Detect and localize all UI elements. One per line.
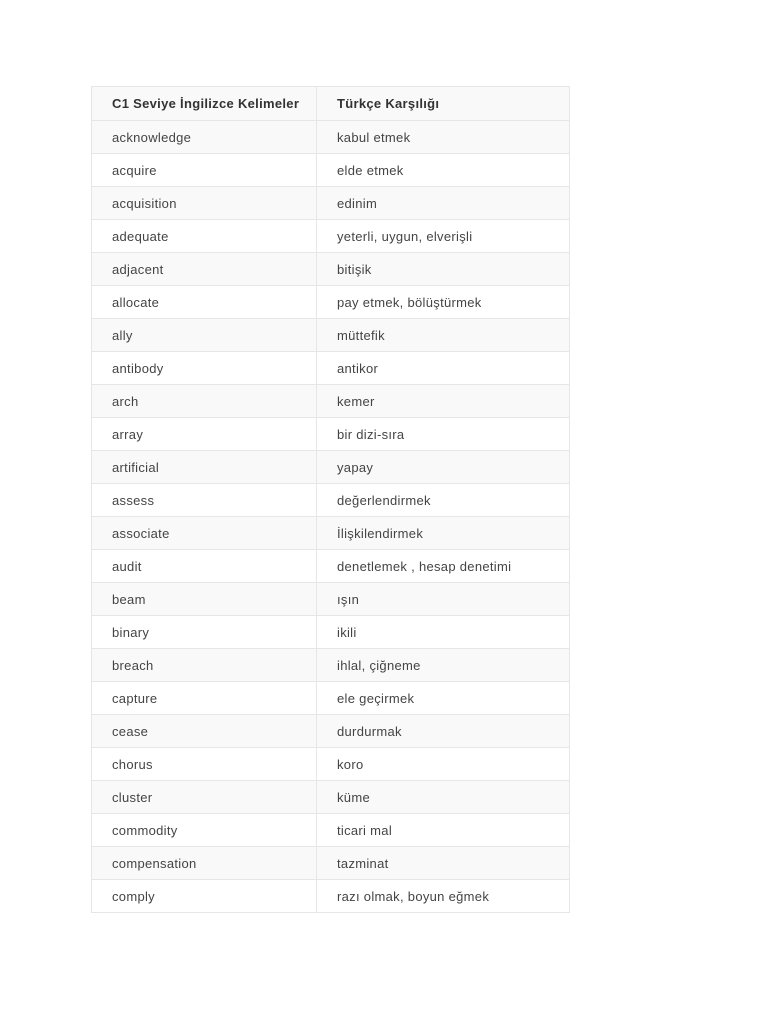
table-row bbox=[92, 583, 570, 616]
table-row bbox=[92, 814, 570, 847]
vocabulary-table bbox=[91, 86, 570, 913]
english-word-cell: breach bbox=[92, 649, 317, 682]
turkish-meaning-cell: ticari mal bbox=[317, 814, 570, 847]
table-row bbox=[92, 781, 570, 814]
table-row bbox=[92, 220, 570, 253]
turkish-meaning-cell: koro bbox=[317, 748, 570, 781]
english-word-cell: antibody bbox=[92, 352, 317, 385]
english-word-cell: arch bbox=[92, 385, 317, 418]
turkish-meaning-cell: ele geçirmek bbox=[317, 682, 570, 715]
table-row bbox=[92, 352, 570, 385]
english-word-cell: adequate bbox=[92, 220, 317, 253]
table-row bbox=[92, 649, 570, 682]
header-english-words: C1 Seviye İngilizce Kelimeler bbox=[92, 87, 317, 121]
english-word-cell: acknowledge bbox=[92, 121, 317, 154]
turkish-meaning-cell: denetlemek , hesap denetimi bbox=[317, 550, 570, 583]
table-row bbox=[92, 847, 570, 880]
table-body bbox=[92, 121, 570, 913]
turkish-meaning-cell: değerlendirmek bbox=[317, 484, 570, 517]
english-word-cell: acquire bbox=[92, 154, 317, 187]
turkish-meaning-cell: müttefik bbox=[317, 319, 570, 352]
english-word-cell: array bbox=[92, 418, 317, 451]
turkish-meaning-cell: elde etmek bbox=[317, 154, 570, 187]
english-word-cell: chorus bbox=[92, 748, 317, 781]
turkish-meaning-cell: pay etmek, bölüştürmek bbox=[317, 286, 570, 319]
turkish-meaning-cell: durdurmak bbox=[317, 715, 570, 748]
turkish-meaning-cell: bir dizi-sıra bbox=[317, 418, 570, 451]
english-word-cell: comply bbox=[92, 880, 317, 913]
table-row bbox=[92, 550, 570, 583]
english-word-cell: capture bbox=[92, 682, 317, 715]
turkish-meaning-cell: edinim bbox=[317, 187, 570, 220]
turkish-meaning-cell: ışın bbox=[317, 583, 570, 616]
table-row bbox=[92, 748, 570, 781]
turkish-meaning-cell: yapay bbox=[317, 451, 570, 484]
english-word-cell: adjacent bbox=[92, 253, 317, 286]
table-row bbox=[92, 484, 570, 517]
english-word-cell: allocate bbox=[92, 286, 317, 319]
table-row bbox=[92, 517, 570, 550]
english-word-cell: audit bbox=[92, 550, 317, 583]
table-row bbox=[92, 154, 570, 187]
english-word-cell: binary bbox=[92, 616, 317, 649]
turkish-meaning-cell: antikor bbox=[317, 352, 570, 385]
table-row bbox=[92, 319, 570, 352]
english-word-cell: beam bbox=[92, 583, 317, 616]
header-row bbox=[92, 87, 570, 121]
turkish-meaning-cell: razı olmak, boyun eğmek bbox=[317, 880, 570, 913]
english-word-cell: acquisition bbox=[92, 187, 317, 220]
table-header bbox=[92, 87, 570, 121]
turkish-meaning-cell: yeterli, uygun, elverişli bbox=[317, 220, 570, 253]
table-row bbox=[92, 385, 570, 418]
turkish-meaning-cell: kabul etmek bbox=[317, 121, 570, 154]
table-row bbox=[92, 253, 570, 286]
turkish-meaning-cell: bitişik bbox=[317, 253, 570, 286]
table-row bbox=[92, 418, 570, 451]
turkish-meaning-cell: kemer bbox=[317, 385, 570, 418]
table-row bbox=[92, 682, 570, 715]
english-word-cell: artificial bbox=[92, 451, 317, 484]
english-word-cell: associate bbox=[92, 517, 317, 550]
table-row bbox=[92, 286, 570, 319]
turkish-meaning-cell: ihlal, çiğneme bbox=[317, 649, 570, 682]
english-word-cell: cease bbox=[92, 715, 317, 748]
turkish-meaning-cell: küme bbox=[317, 781, 570, 814]
table-row bbox=[92, 451, 570, 484]
table-row bbox=[92, 715, 570, 748]
table-row bbox=[92, 121, 570, 154]
table-row bbox=[92, 187, 570, 220]
english-word-cell: assess bbox=[92, 484, 317, 517]
table-row bbox=[92, 880, 570, 913]
english-word-cell: compensation bbox=[92, 847, 317, 880]
header-turkish-meaning: Türkçe Karşılığı bbox=[317, 87, 570, 121]
english-word-cell: cluster bbox=[92, 781, 317, 814]
table-row bbox=[92, 616, 570, 649]
turkish-meaning-cell: İlişkilendirmek bbox=[317, 517, 570, 550]
turkish-meaning-cell: ikili bbox=[317, 616, 570, 649]
turkish-meaning-cell: tazminat bbox=[317, 847, 570, 880]
english-word-cell: ally bbox=[92, 319, 317, 352]
english-word-cell: commodity bbox=[92, 814, 317, 847]
